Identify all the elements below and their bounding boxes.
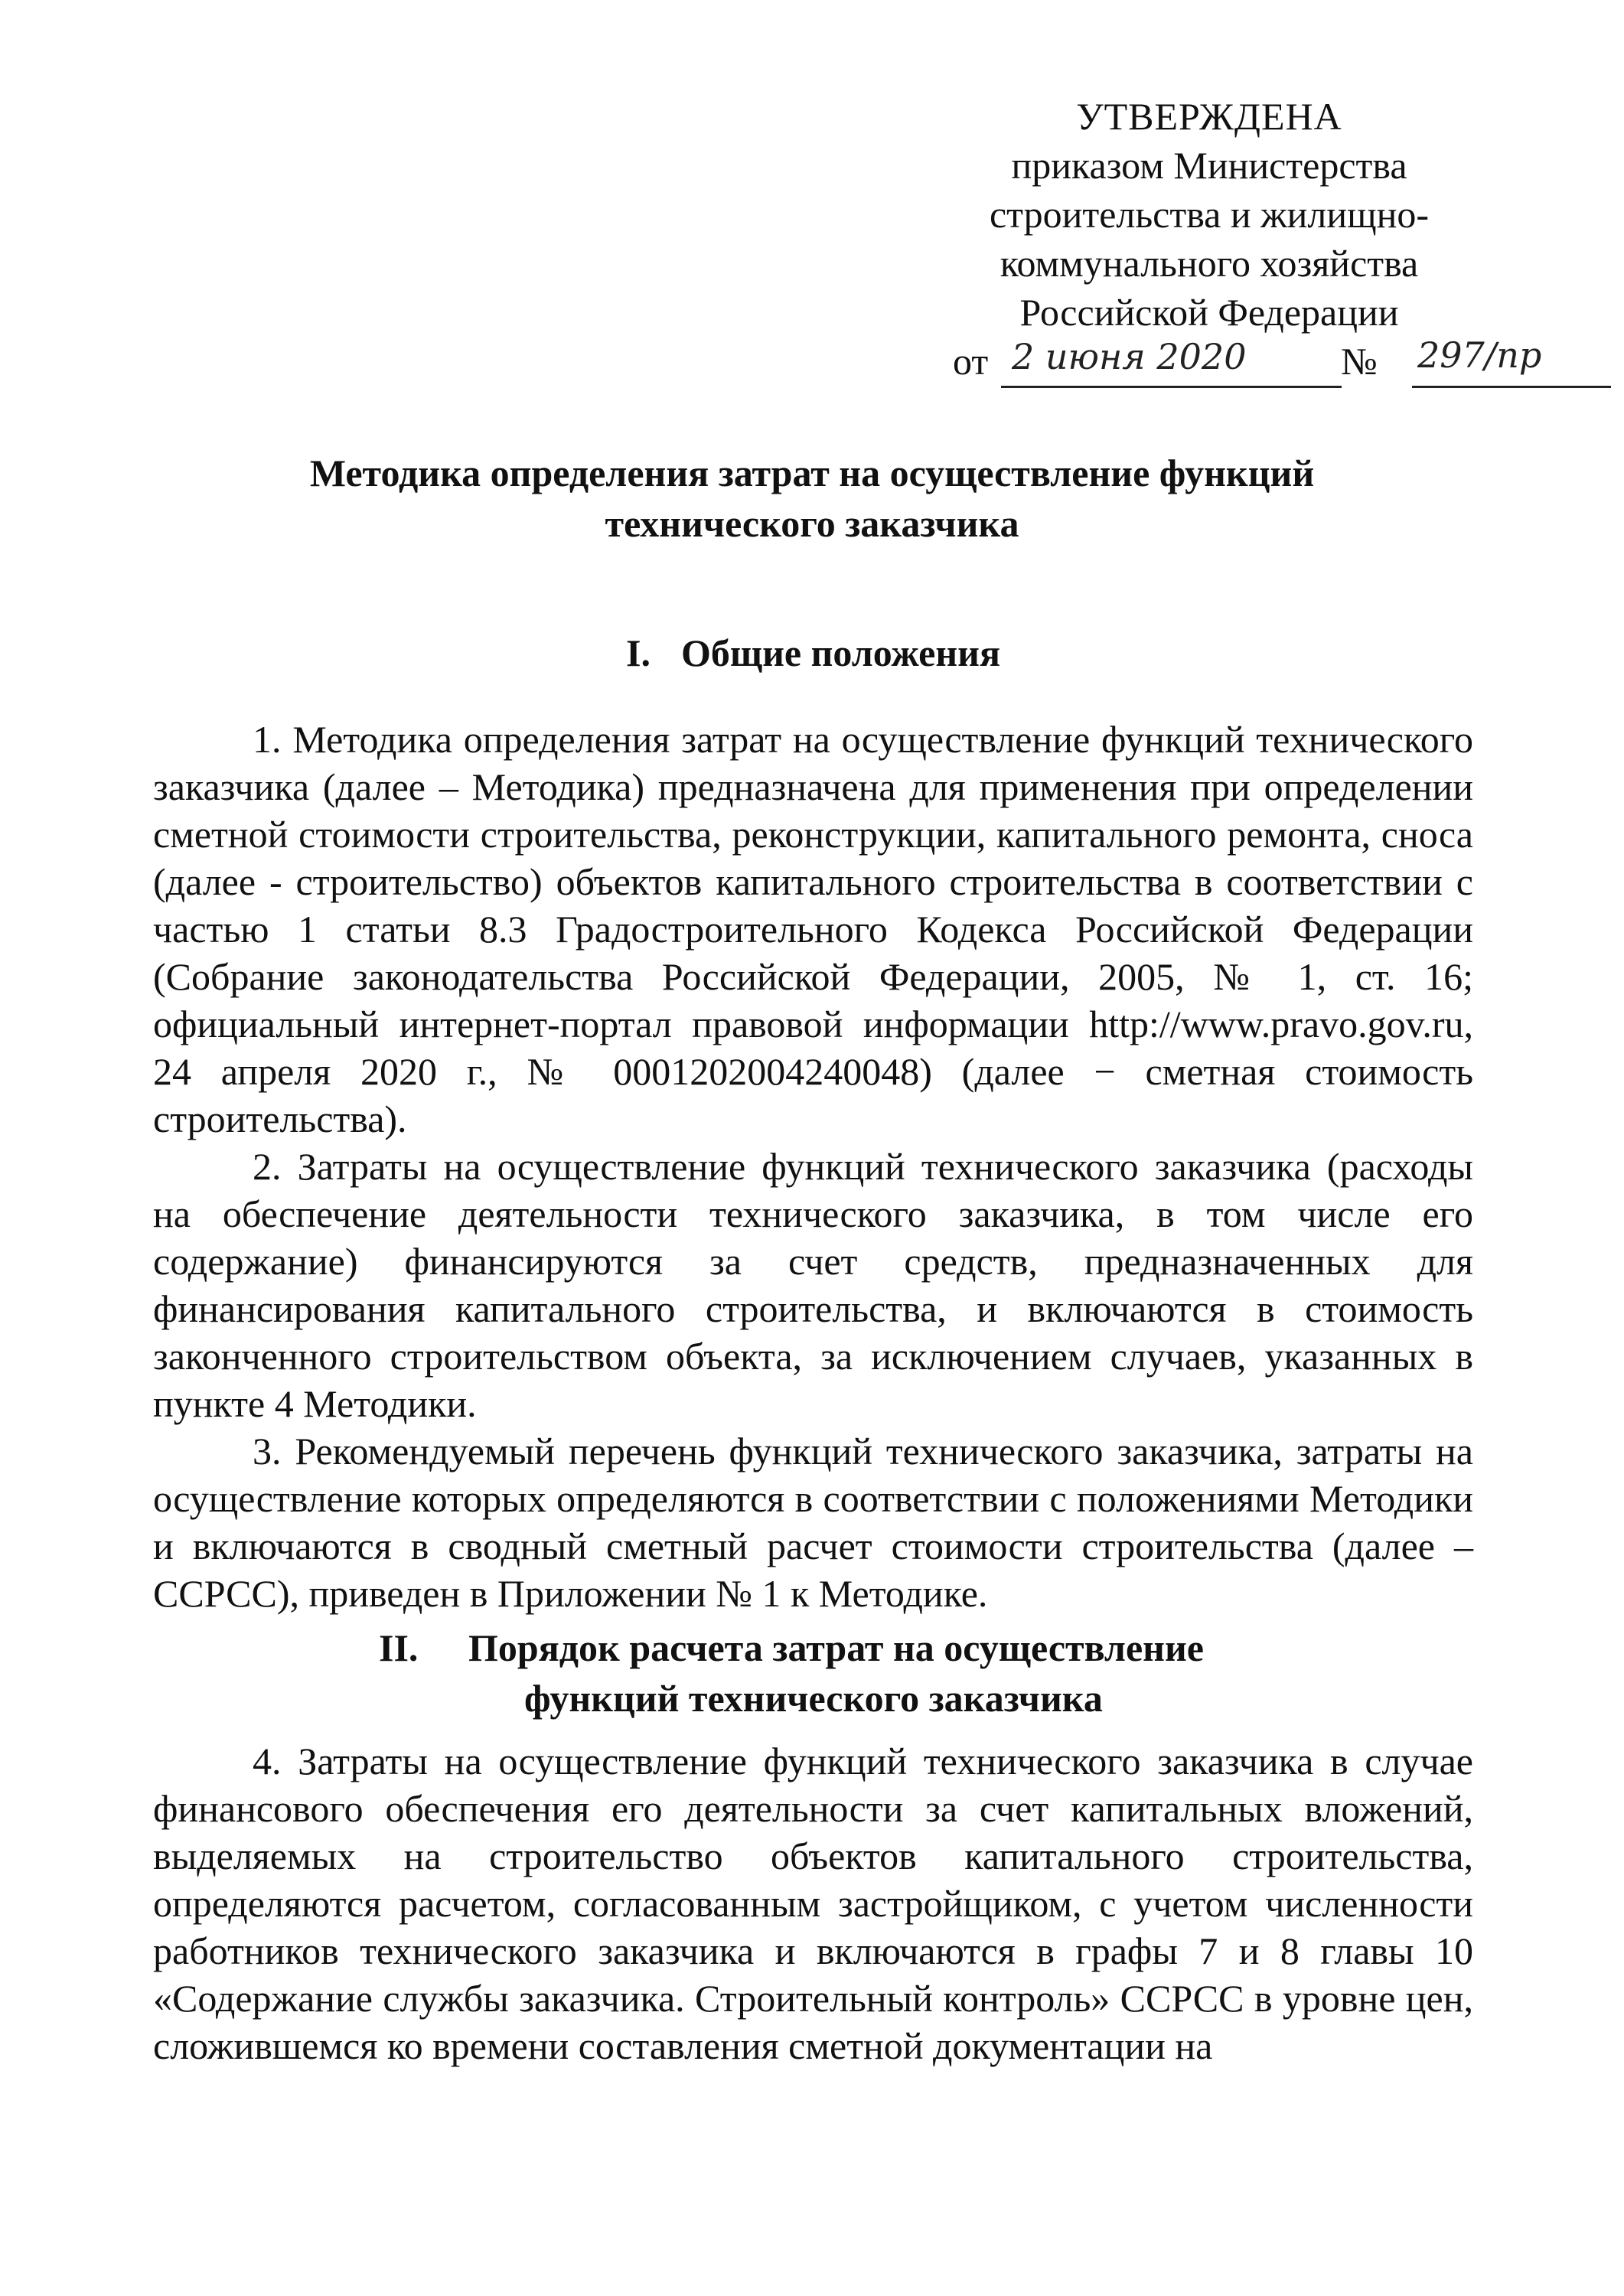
section-2-title-line-1: Порядок расчета затрат на осуществление bbox=[468, 1626, 1204, 1669]
from-label: от bbox=[953, 340, 989, 383]
number-label: № bbox=[1341, 340, 1378, 383]
approval-date-line bbox=[949, 334, 1542, 392]
section-1-title: Общие положения bbox=[681, 631, 1001, 674]
approval-status: УТВЕРЖДЕНА bbox=[1076, 95, 1342, 138]
paragraph-2: 2. Затраты на осуществление функций технического заказчика (расходы на обеспечение деятельности технического заказчика, в том числе его содержание) финансируются за счет средств, предназначенных для финансирования капитального строительства, и включаются в стоимость законченного строительством объекта, за исключением случаев, указанных в пункте 4 Методики. bbox=[153, 1145, 1473, 1425]
approval-line-1: приказом Министерства bbox=[1011, 144, 1407, 187]
section-1-number: I. bbox=[626, 631, 651, 674]
paragraph-1: 1. Методика определения затрат на осуществление функций технического заказчика (далее – Методика) предназначена для применения при определении сметной стоимости строительства, реконструкции, капитального ремонта, сноса (далее - строительство) объектов капитального строительства в соответствии с частью 1 статьи 8.3 Градостроительного Кодекса Российской Федерации (Собрание законодательства Российской Федерации, 2005, № 1, ст. 16; официальный интернет-портал правовой информации http://www.pravo.gov.ru, 24 апреля 2020 г., № 0001202004240048) (далее − сметная стоимость строительства). bbox=[153, 718, 1473, 1140]
approval-line-4: Российской Федерации bbox=[1019, 291, 1399, 334]
section-2-number: II. bbox=[379, 1626, 419, 1669]
section-2-body bbox=[153, 1737, 1473, 2069]
document-title-line-2: технического заказчика bbox=[605, 502, 1019, 545]
document-title bbox=[0, 448, 1624, 549]
handwritten-number: 297/пр bbox=[1417, 334, 1542, 376]
section-2-title-line-2: функций технического заказчика bbox=[524, 1677, 1103, 1720]
section-1-body bbox=[153, 716, 1473, 1617]
document-title-line-1: Методика определения затрат на осуществление функций bbox=[309, 452, 1315, 494]
approval-line-2: строительства и жилищно- bbox=[989, 193, 1430, 236]
approval-block bbox=[949, 92, 1542, 392]
paragraph-3: 3. Рекомендуемый перечень функций технического заказчика, затраты на осуществление которых определяются в соответствии с положениями Методики и включаются в сводный сметный расчет стоимости строительства (далее – ССРСС), приведен в Приложении № 1 к Методике. bbox=[153, 1430, 1473, 1615]
paragraph-4: 4. Затраты на осуществление функций технического заказчика в случае финансового обеспечения его деятельности за счет капитальных вложений, выделяемых на строительство объектов капитального строительства, определяются расчетом, согласованным застройщиком, с учетом численности работников технического заказчика и включаются в графы 7 и 8 главы 10 «Содержание службы заказчика. Строительный контроль» ССРСС в уровне цен, сложившемся ко времени составления сметной документации на bbox=[153, 1740, 1473, 2067]
approval-line-3: коммунального хозяйства bbox=[1000, 242, 1419, 285]
handwritten-date: 2 июня 2020 bbox=[1012, 336, 1247, 377]
